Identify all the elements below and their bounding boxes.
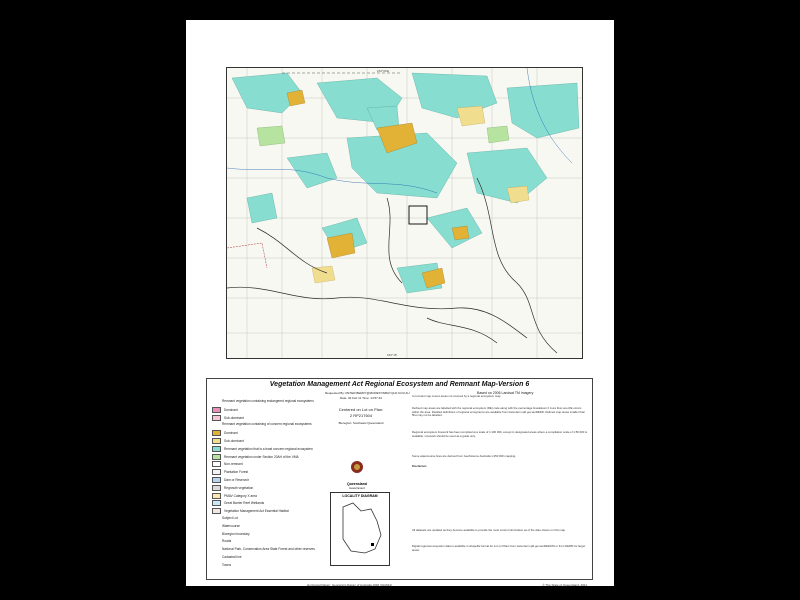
note-1: A remnant map covers areas not covered by a regional ecosystem map. [412, 394, 502, 398]
legend-swatch [212, 532, 219, 536]
note-4: Some watercourse lines are derived from GeoScience Australia 1:250 000 mapping. [412, 454, 517, 458]
legend-swatch [212, 500, 221, 506]
map-sheet [186, 20, 614, 586]
map-canvas [227, 68, 582, 358]
legend-label: Sub-dominant [224, 439, 244, 443]
legend-swatch [212, 446, 221, 452]
legend-swatch [212, 469, 221, 475]
locality-diagram [330, 492, 390, 566]
legend-swatch [212, 415, 221, 421]
note-6: Digital regional ecosystem data is available in shapefile format for Lot on Plans from www.derm.qld.gov.au/REDATA or from DERM for larger areas. [412, 544, 586, 552]
queensland-logo [337, 459, 377, 490]
legend-swatch [212, 555, 219, 559]
legend-label: Vegetation Management Act Essential Habitat [224, 509, 289, 514]
legend-panel [206, 378, 593, 587]
legend-item [212, 461, 352, 468]
legend-swatch [212, 508, 221, 514]
coord-top: 152°00'E [377, 69, 390, 73]
logo-sub: Government [349, 486, 365, 490]
legend-label: Bioregion boundary [222, 531, 250, 536]
disclaimer-heading: Disclaimer: [412, 464, 428, 468]
legend-label: Dam or Reservoir [224, 478, 249, 482]
legend-swatch [212, 493, 221, 499]
legend-label: Roads [222, 539, 232, 544]
note-5: All datasets are updated as they become available to provide the most current information as of the date shown on this map. [412, 528, 566, 532]
legend-label: Subject Lot [222, 516, 238, 521]
copyright: © The State of Queensland, 2011 [542, 583, 587, 587]
coord-bottom: 152°15' [387, 353, 398, 357]
note-2: Defined map areas are labelled with the regional ecosystem (RE) code along with the percentage breakdown if more than one RE occurs within the area. Detailed definitions of regional ecosystems are available from www.derm.qld.gov.au/REDD. Defined map areas smaller than 5ha may not be labelled. [412, 406, 585, 418]
datum: Horizontal Datum: Geocentric Datum of Australia 1994 (GDA94) [307, 583, 392, 587]
legend-item [212, 454, 352, 461]
legend-label: Regrowth vegetation [224, 485, 254, 490]
legend-item [212, 399, 352, 406]
map-title: Vegetation Management Act Regional Ecosystem and Remnant Map-Version 6 [269, 381, 530, 388]
legend-swatch [212, 438, 221, 444]
legend-swatch [212, 430, 221, 436]
legend-swatch [212, 423, 219, 427]
legend-item [212, 477, 352, 484]
legend-item [212, 485, 352, 492]
map-subtitle: Based on 2006 Landsat TM imagery [477, 391, 534, 395]
legend-swatch [212, 461, 221, 467]
map-frame [226, 67, 583, 359]
legend-label: Remnant vegetation containing of concern regional ecosystems [222, 422, 312, 427]
legend-label: Remnant vegetation containing endangered regional ecosystems [222, 399, 314, 404]
legend-label: PMAV Category X area [224, 493, 257, 498]
legend-item [212, 446, 352, 453]
legend-swatch [212, 477, 221, 483]
legend-label: Plantation Forest [224, 470, 249, 475]
legend-label: Great Barrier Reef Wetlands [224, 501, 265, 506]
legend-swatch [212, 516, 219, 520]
legend-label: Cadastral line [222, 555, 242, 560]
legend-swatch [212, 454, 221, 460]
legend-label: National Park, Conservation Area State Forest and other reserves [222, 547, 315, 552]
legend-swatch [212, 399, 219, 403]
legend-label: Non-remnant [224, 462, 243, 467]
legend-swatch [212, 485, 221, 491]
legend-item [212, 469, 352, 476]
legend-label: Dominant [224, 407, 238, 412]
legend-label: Remnant vegetation that is a least concern regional ecosystem [224, 446, 313, 451]
legend-swatch [212, 547, 219, 551]
legend-swatch [212, 540, 219, 544]
legend-swatch [212, 407, 221, 413]
lot-plan: 2 RP217604 [349, 413, 373, 418]
legend-label: Sub-dominant [224, 415, 244, 420]
centered-label: Centered on Lot on Plan: [338, 407, 384, 412]
bioregion-label: Bioregion: Southeast Queensland [338, 421, 384, 425]
legend-swatch [212, 524, 219, 528]
legend-label: Watercourse [222, 523, 240, 528]
locality-title: LOCALITY DIAGRAM [342, 494, 378, 498]
legend-label: Towns [222, 562, 232, 567]
legend-label: Dominant [224, 431, 238, 436]
legend-item [212, 430, 352, 437]
requested-by: Requested By: PETER.BERRY@MORETONBAY.QLD.GOV.AU [325, 391, 410, 395]
legend-label: Remnant vegetation under Section 20AH of the VMA [224, 454, 299, 459]
note-3: Regional ecosystem linework has been compiled at a scale of 1:100 000, except in designated areas where a compilation scale of 1:50 000 is available. Linework should be used as a guide only. [412, 430, 588, 438]
request-date: Date: 02 Feb 11 Time: 14:57:43 [340, 396, 382, 400]
legend-item [212, 438, 352, 445]
logo-text: Queensland [346, 482, 368, 486]
legend-swatch [212, 563, 219, 567]
